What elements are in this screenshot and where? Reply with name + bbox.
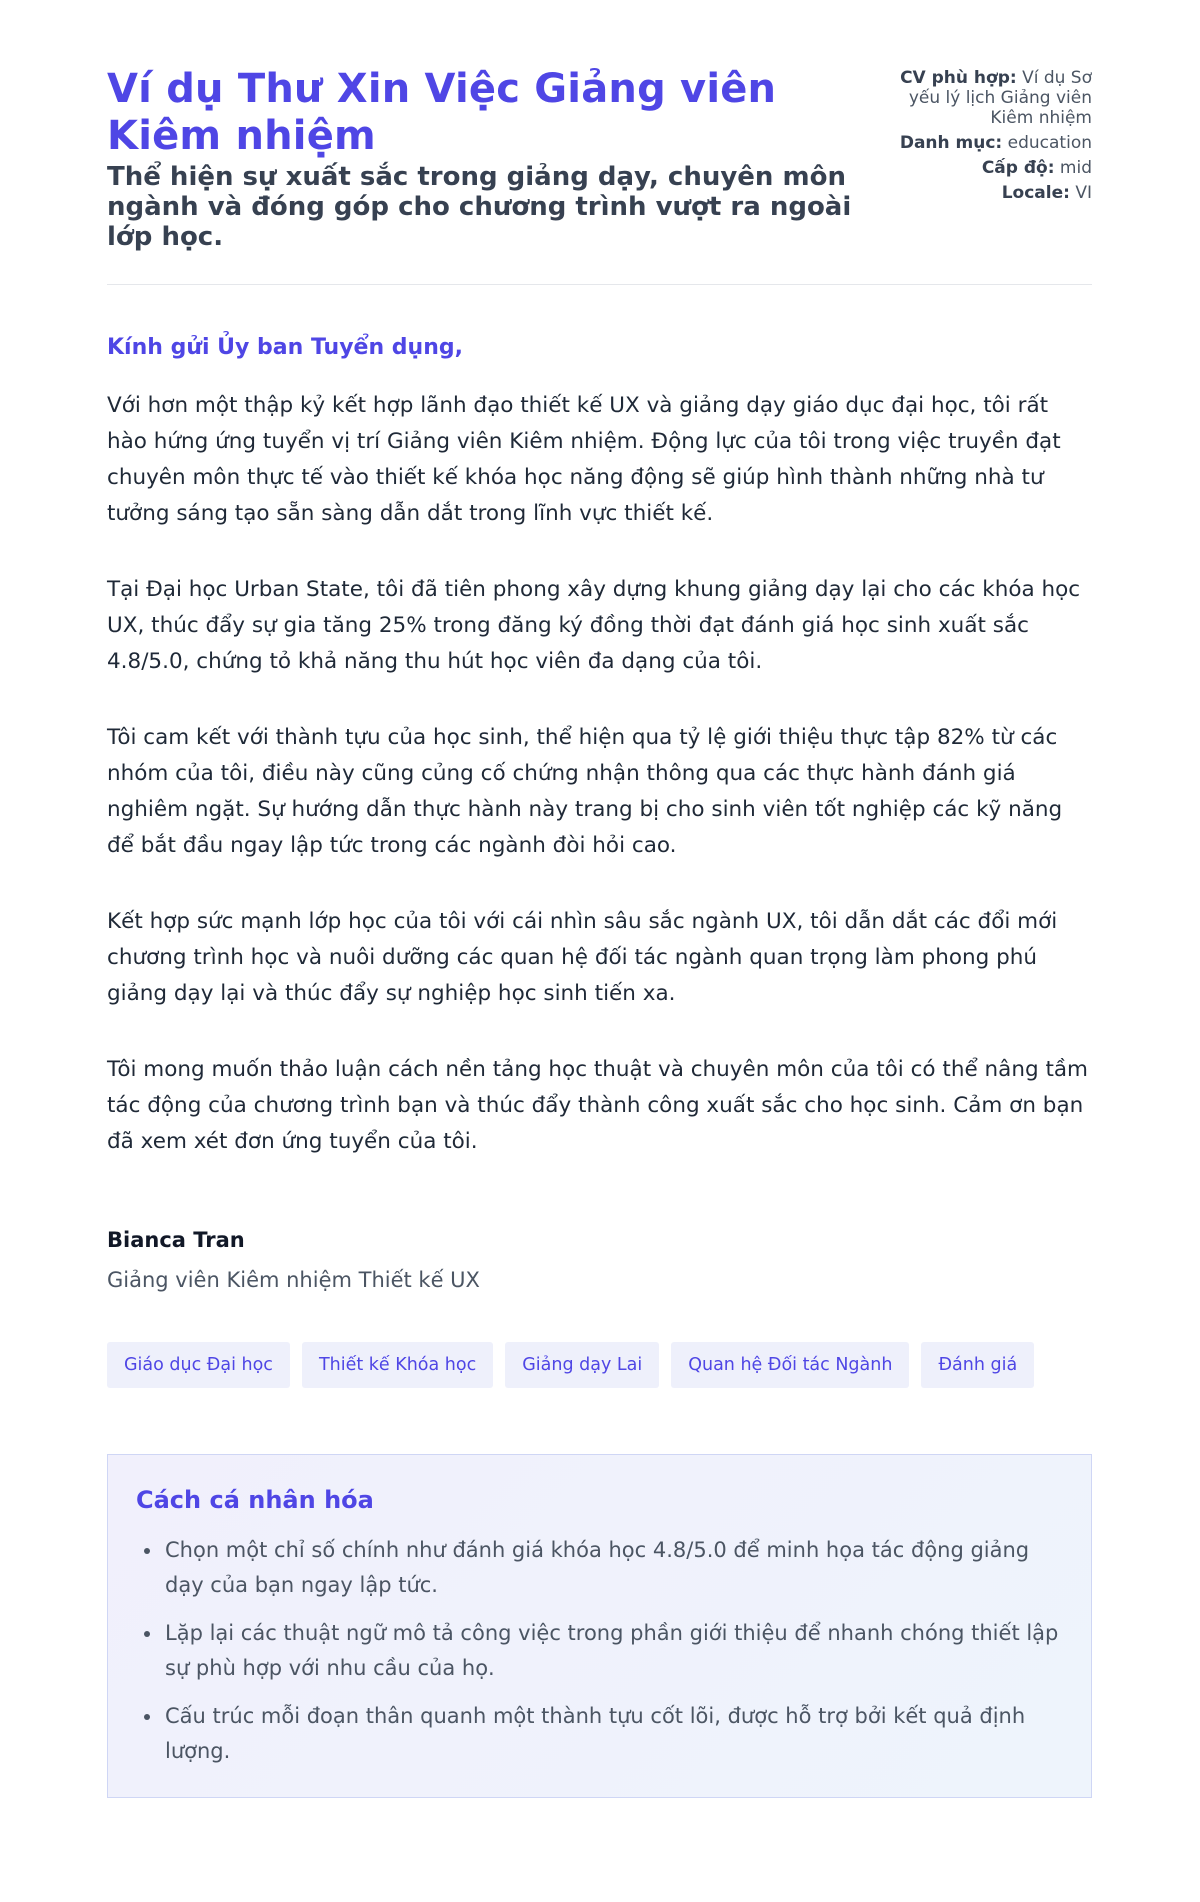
meta-level [872, 158, 1092, 178]
letter-paragraph: Kết hợp sức mạnh lớp học của tôi với cái nhìn sâu sắc ngành UX, tôi dẫn dắt các đổi mới chương trình học và nuôi dưỡng các quan hệ đối tác ngành quan trọng làm phong phú giảng dạy lại và thúc đẩy sự nghiệp học sinh tiến xa. [107, 909, 1058, 1006]
page-header [107, 0, 1092, 285]
meta-panel [872, 68, 1092, 208]
tip-item: • Chọn một chỉ số chính như đánh giá khóa học 4.8/5.0 để minh họa tác động giảng dạy của bạn ngay lập tức. [163, 1533, 1063, 1603]
tips-list [136, 1533, 1063, 1769]
cover-letter-page [107, 0, 1092, 1798]
skill-tag[interactable]: Giáo dục Đại học [107, 1342, 290, 1388]
meta-level-value: mid [1059, 158, 1092, 178]
letter-greeting: Kính gửi Ủy ban Tuyển dụng, [107, 335, 463, 360]
skill-tag[interactable]: Quan hệ Đối tác Ngành [671, 1342, 909, 1388]
meta-locale-key: Locale: [1001, 183, 1070, 203]
meta-level-key: Cấp độ: [981, 158, 1055, 178]
tip-item: • Lặp lại các thuật ngữ mô tả công việc trong phần giới thiệu để nhanh chóng thiết lập sự phù hợp với nhu cầu của họ. [163, 1616, 1063, 1686]
signature-block [107, 1226, 1092, 1294]
tip-item: • Cấu trúc mỗi đoạn thân quanh một thành tựu cốt lõi, được hỗ trợ bởi kết quả định lượng. [163, 1699, 1063, 1769]
letter-paragraph: Với hơn một thập kỷ kết hợp lãnh đạo thiết kế UX và giảng dạy giáo dục đại học, tôi rất hào hứng ứng tuyển vị trí Giảng viên Kiêm nhiệm. Động lực của tôi trong việc truyền đạt chuyên môn thực tế vào thiết kế khóa học năng động sẽ giúp hình thành những nhà tư tưởng sáng tạo sẵn sàng dẫn dắt trong lĩnh vực thiết kế. [107, 393, 1061, 526]
signature-role: Giảng viên Kiêm nhiệm Thiết kế UX [107, 1268, 480, 1292]
meta-locale [872, 183, 1092, 203]
tips-title: Cách cá nhân hóa [136, 1486, 374, 1514]
skill-tags [107, 1342, 1092, 1388]
page-subtitle: Thể hiện sự xuất sắc trong giảng dạy, chuyên môn ngành và đóng góp cho chương trình vượt ra ngoài lớp học. [107, 162, 852, 252]
meta-cv-value: Ví dụ Sơ yếu lý lịch Giảng viên Kiêm nhiệm [908, 68, 1092, 128]
skill-tag[interactable]: Thiết kế Khóa học [302, 1342, 493, 1388]
meta-cv [872, 68, 1092, 128]
page-title: Ví dụ Thư Xin Việc Giảng viên Kiêm nhiệm [107, 66, 777, 159]
meta-category-value: education [1007, 133, 1092, 153]
title-block [107, 66, 867, 252]
letter-paragraph: Tôi mong muốn thảo luận cách nền tảng học thuật và chuyên môn của tôi có thể nâng tầm tác động của chương trình bạn và thúc đẩy thành công xuất sắc cho học sinh. Cảm ơn bạn đã xem xét đơn ứng tuyển của tôi. [107, 1057, 1089, 1154]
meta-locale-value: VI [1075, 183, 1092, 203]
meta-cv-key: CV phù hợp: [900, 68, 1017, 88]
letter-paragraph: Tôi cam kết với thành tựu của học sinh, thể hiện qua tỷ lệ giới thiệu thực tập 82% từ các nhóm của tôi, điều này cũng củng cố chứng nhận thông qua các thực hành đánh giá nghiêm ngặt. Sự hướng dẫn thực hành này trang bị cho sinh viên tốt nghiệp các kỹ năng để bắt đầu ngay lập tức trong các ngành đòi hỏi cao. [107, 725, 1063, 858]
personalization-tips [107, 1454, 1092, 1798]
letter-paragraph: Tại Đại học Urban State, tôi đã tiên phong xây dựng khung giảng dạy lại cho các khóa học UX, thúc đẩy sự gia tăng 25% trong đăng ký đồng thời đạt đánh giá học sinh xuất sắc 4.8/5.0, chứng tỏ khả năng thu hút học viên đa dạng của tôi. [107, 577, 1081, 674]
skill-tag[interactable]: Giảng dạy Lai [505, 1342, 659, 1388]
meta-category-key: Danh mục: [899, 133, 1003, 153]
letter-body [107, 388, 1092, 1160]
signature-name: Bianca Tran [107, 1228, 245, 1252]
skill-tag[interactable]: Đánh giá [921, 1342, 1034, 1388]
meta-category [872, 133, 1092, 153]
